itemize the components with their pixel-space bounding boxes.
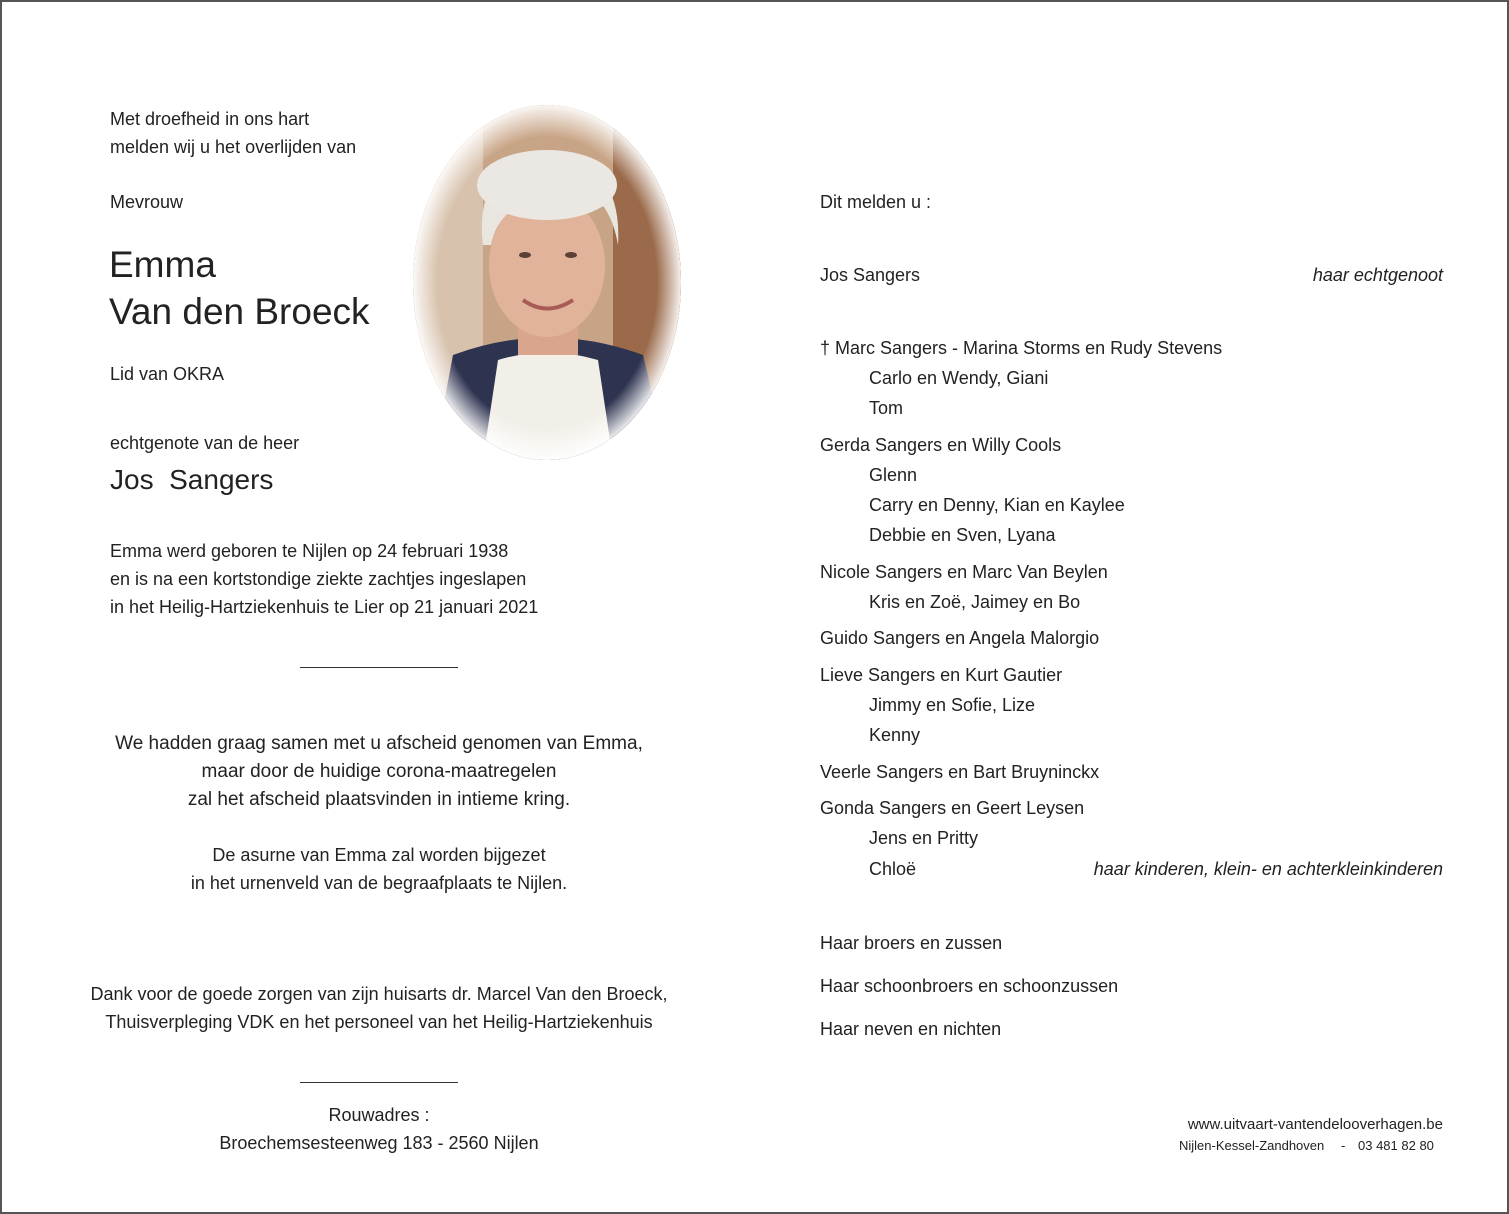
family-grandchildren-line: Chloë	[869, 859, 917, 879]
family-grandchildren-line: Carlo en Wendy, Giani	[869, 368, 1049, 388]
divider-top	[300, 667, 458, 668]
spouse-name: Jos Sangers	[110, 464, 274, 495]
other-relatives-3: Haar neven en nichten	[820, 1019, 1002, 1039]
family-grandchildren-line: Jens en Pritty	[869, 828, 979, 848]
funeral-home-locations: Nijlen-Kessel-Zandhoven	[1179, 1138, 1325, 1153]
family-role: haar kinderen, klein- en achterkleinkinderen	[1093, 859, 1443, 879]
family-grandchildren-line: Debbie en Sven, Lyana	[869, 525, 1056, 545]
bio-line-2: en is na een kortstondige ziekte zachtjes ingeslapen	[110, 569, 527, 589]
family-child-line: Veerle Sangers en Bart Bruyninckx	[820, 762, 1100, 782]
urn-line-1: De asurne van Emma zal worden bijgezet	[212, 845, 546, 865]
farewell-line-1: We hadden graag samen met u afscheid genomen van Emma,	[115, 733, 643, 754]
address-label: Rouwadres :	[328, 1105, 430, 1125]
thanks-line-1: Dank voor de goede zorgen van zijn huisarts dr. Marcel Van den Broeck,	[90, 984, 668, 1004]
family-grandchildren-line: Carry en Denny, Kian en Kaylee	[869, 495, 1125, 515]
intro-line-1: Met droefheid in ons hart	[110, 109, 310, 129]
farewell-line-2: maar door de huidige corona-maatregelen	[201, 761, 557, 782]
announcers-heading: Dit melden u :	[820, 192, 932, 212]
family-grandchildren-line: Jimmy en Sofie, Lize	[869, 695, 1036, 715]
deceased-last-name: Van den Broeck	[109, 291, 370, 332]
intro-line-2: melden wij u het overlijden van	[110, 137, 357, 157]
family-child-line: Nicole Sangers en Marc Van Beylen	[820, 562, 1108, 582]
thanks-line-2: Thuisverpleging VDK en het personeel van het Heilig-Hartziekenhuis	[105, 1012, 653, 1032]
family-child-line: Guido Sangers en Angela Malorgio	[820, 628, 1100, 648]
family-grandchildren-line: Kris en Zoë, Jaimey en Bo	[869, 592, 1081, 612]
address-value: Broechemsesteenweg 183 - 2560 Nijlen	[219, 1133, 539, 1153]
portrait-photo	[413, 105, 681, 460]
urn-line-2: in het urnenveld van de begraafplaats te Nijlen.	[190, 873, 568, 893]
divider-bottom	[300, 1082, 458, 1083]
family-child-line: Gonda Sangers en Geert Leysen	[820, 798, 1085, 818]
family-child-line: † Marc Sangers - Marina Storms en Rudy Stevens	[820, 338, 1223, 358]
membership: Lid van OKRA	[110, 364, 225, 384]
photo-vignette	[413, 105, 681, 460]
bio-line-3: in het Heilig-Hartziekenhuis te Lier op 21 januari 2021	[110, 597, 539, 617]
spouse-announcer-name: Jos Sangers	[820, 265, 921, 285]
farewell-line-3: zal het afscheid plaatsvinden in intieme kring.	[187, 789, 571, 810]
funeral-home-website[interactable]: www.uitvaart-vantendelooverhagen.be	[1187, 1116, 1443, 1133]
family-grandchildren-line: Tom	[869, 398, 904, 418]
spouse-intro: echtgenote van de heer	[110, 433, 300, 453]
other-relatives-2: Haar schoonbroers en schoonzussen	[820, 976, 1119, 996]
family-grandchildren-line: Kenny	[869, 725, 921, 745]
footer-separator: -	[1341, 1138, 1346, 1153]
family-child-line: Lieve Sangers en Kurt Gautier	[820, 665, 1063, 685]
spouse-announcer-role: haar echtgenoot	[1312, 265, 1443, 285]
family-child-line: Gerda Sangers en Willy Cools	[820, 435, 1062, 455]
deceased-first-name: Emma	[109, 244, 216, 285]
other-relatives-1: Haar broers en zussen	[820, 933, 1003, 953]
bio-line-1: Emma werd geboren te Nijlen op 24 februari 1938	[110, 541, 509, 561]
salutation: Mevrouw	[110, 192, 184, 212]
family-grandchildren-line: Glenn	[869, 465, 918, 485]
funeral-home-phone: 03 481 82 80	[1358, 1138, 1434, 1153]
